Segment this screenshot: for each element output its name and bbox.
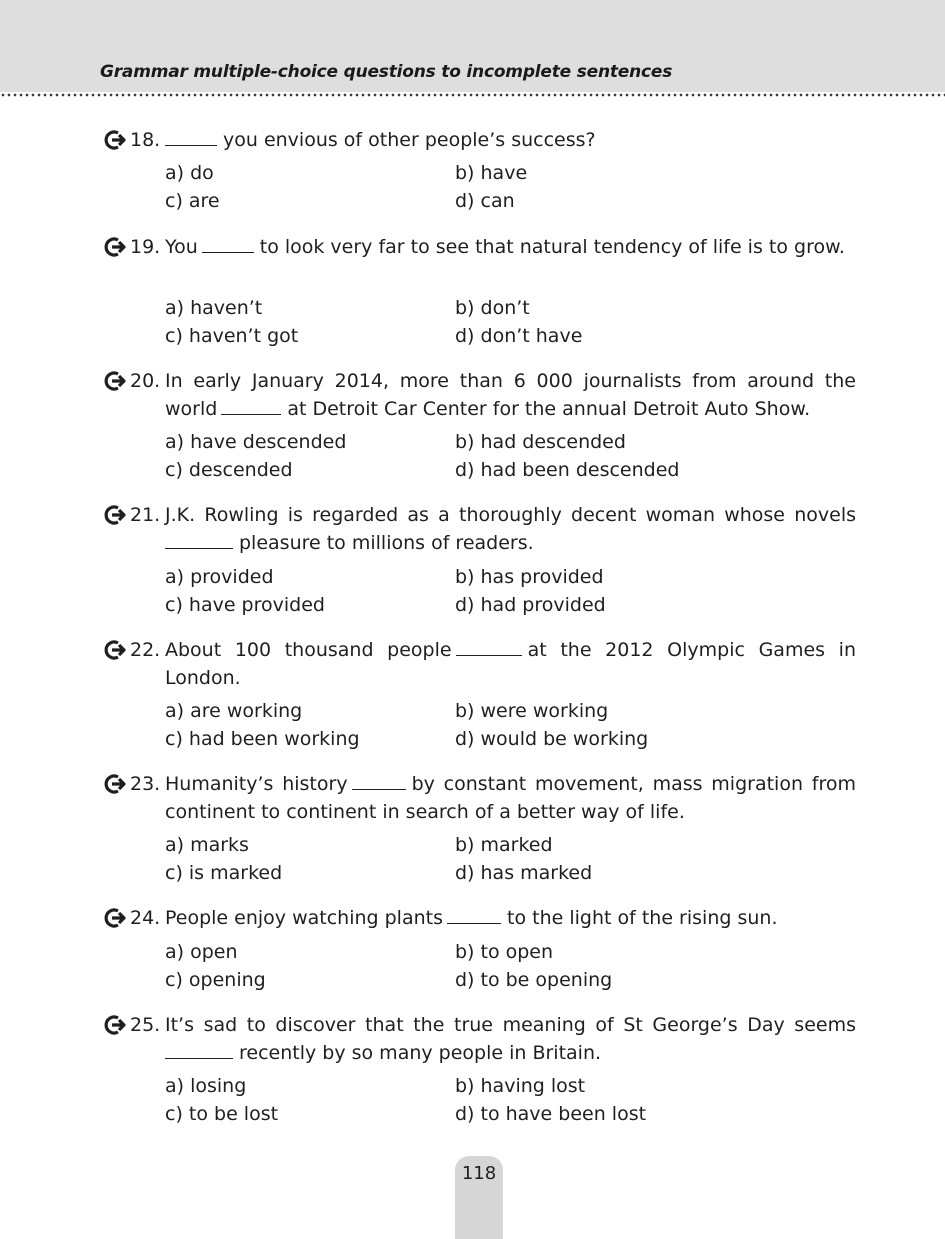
option-d[interactable]: d) to be opening bbox=[455, 969, 613, 991]
question-text bbox=[165, 636, 856, 692]
option-c[interactable]: c) are bbox=[165, 190, 220, 212]
option-b[interactable]: b) has provided bbox=[455, 566, 604, 588]
question-21 bbox=[100, 501, 860, 616]
question-text-after: pleasure to millions of readers. bbox=[239, 532, 534, 554]
option-a[interactable]: a) haven’t bbox=[165, 297, 263, 319]
option-c[interactable]: c) opening bbox=[165, 969, 266, 991]
question-text-before: About 100 thousand people bbox=[165, 639, 452, 661]
question-number: 25. bbox=[130, 1014, 161, 1036]
option-b[interactable]: b) having lost bbox=[455, 1075, 586, 1097]
question-22 bbox=[100, 636, 860, 750]
question-number: 21. bbox=[130, 504, 161, 526]
question-text-before: People enjoy watching plants bbox=[165, 907, 443, 929]
arrow-right-circle-icon bbox=[103, 370, 127, 392]
question-text-before: It’s sad to discover that the true meaning of St George’s Day seems bbox=[165, 1014, 856, 1036]
question-number: 24. bbox=[130, 907, 161, 929]
question-number: 18. bbox=[130, 129, 161, 151]
answer-blank bbox=[447, 905, 501, 924]
question-18 bbox=[100, 126, 860, 212]
arrow-right-circle-icon bbox=[103, 639, 127, 661]
answer-blank bbox=[456, 637, 522, 656]
option-c[interactable]: c) had been working bbox=[165, 728, 360, 750]
question-24 bbox=[100, 904, 860, 991]
option-d[interactable]: d) had been descended bbox=[455, 459, 680, 481]
option-a[interactable]: a) open bbox=[165, 941, 238, 963]
question-number: 22. bbox=[130, 639, 161, 661]
answer-blank bbox=[352, 771, 406, 790]
question-text-before: J.K. Rowling is regarded as a thoroughly decent woman whose novels bbox=[165, 504, 856, 526]
arrow-right-circle-icon bbox=[103, 773, 127, 795]
page-number: 118 bbox=[461, 1163, 497, 1184]
question-text bbox=[165, 126, 856, 154]
arrow-right-circle-icon bbox=[103, 129, 127, 151]
option-b[interactable]: b) to open bbox=[455, 941, 554, 963]
dotted-divider bbox=[0, 93, 945, 97]
question-number: 20. bbox=[130, 370, 161, 392]
question-text-after: to the light of the rising sun. bbox=[507, 907, 778, 929]
question-number: 19. bbox=[130, 236, 161, 258]
option-c[interactable]: c) have provided bbox=[165, 594, 325, 616]
question-25 bbox=[100, 1011, 860, 1125]
option-a[interactable]: a) are working bbox=[165, 700, 303, 722]
option-a[interactable]: a) provided bbox=[165, 566, 274, 588]
arrow-right-circle-icon bbox=[103, 1014, 127, 1036]
option-d[interactable]: d) can bbox=[455, 190, 515, 212]
question-text-before: You bbox=[165, 236, 198, 258]
option-d[interactable]: d) had provided bbox=[455, 594, 606, 616]
question-23 bbox=[100, 770, 860, 884]
answer-blank bbox=[165, 530, 233, 549]
option-a[interactable]: a) marks bbox=[165, 834, 249, 856]
question-text bbox=[165, 904, 856, 932]
answer-blank bbox=[165, 1040, 233, 1059]
arrow-right-circle-icon bbox=[103, 907, 127, 929]
option-b[interactable]: b) marked bbox=[455, 834, 553, 856]
question-number: 23. bbox=[130, 773, 161, 795]
question-text-after: by constant movement, mass migration from continent to continent in search of a better way of life. bbox=[165, 773, 856, 823]
arrow-right-circle-icon bbox=[103, 504, 127, 526]
option-c[interactable]: c) is marked bbox=[165, 862, 283, 884]
option-c[interactable]: c) descended bbox=[165, 459, 293, 481]
question-text bbox=[165, 770, 856, 826]
question-text bbox=[165, 501, 856, 557]
option-c[interactable]: c) haven’t got bbox=[165, 325, 299, 347]
question-text bbox=[165, 1011, 856, 1067]
option-a[interactable]: a) losing bbox=[165, 1075, 247, 1097]
section-title: Grammar multiple-choice questions to incomplete sentences bbox=[100, 62, 673, 82]
arrow-right-circle-icon bbox=[103, 236, 127, 258]
question-19 bbox=[100, 233, 860, 347]
option-b[interactable]: b) don’t bbox=[455, 297, 530, 319]
option-b[interactable]: b) were working bbox=[455, 700, 609, 722]
answer-blank bbox=[165, 127, 217, 146]
option-b[interactable]: b) have bbox=[455, 162, 528, 184]
question-text bbox=[165, 233, 856, 261]
question-text-after: at the 2012 Olympic Games in London. bbox=[165, 639, 857, 689]
question-text-after: at Detroit Car Center for the annual Detroit Auto Show. bbox=[287, 398, 811, 420]
question-text-after: you envious of other people’s success? bbox=[223, 129, 596, 151]
question-20 bbox=[100, 367, 860, 481]
option-c[interactable]: c) to be lost bbox=[165, 1103, 279, 1125]
option-b[interactable]: b) had descended bbox=[455, 431, 626, 453]
answer-blank bbox=[202, 234, 254, 253]
option-d[interactable]: d) don’t have bbox=[455, 325, 583, 347]
option-a[interactable]: a) have descended bbox=[165, 431, 347, 453]
question-text bbox=[165, 367, 856, 423]
option-d[interactable]: d) would be working bbox=[455, 728, 649, 750]
option-d[interactable]: d) has marked bbox=[455, 862, 593, 884]
question-text-before: In early January 2014, more than 6 000 journalists from around the world bbox=[165, 370, 856, 420]
option-a[interactable]: a) do bbox=[165, 162, 214, 184]
question-text-after: to look very far to see that natural tendency of life is to grow. bbox=[259, 236, 845, 258]
option-d[interactable]: d) to have been lost bbox=[455, 1103, 647, 1125]
question-text-after: recently by so many people in Britain. bbox=[239, 1042, 602, 1064]
question-text-before: Humanity’s history bbox=[165, 773, 348, 795]
answer-blank bbox=[221, 396, 281, 415]
